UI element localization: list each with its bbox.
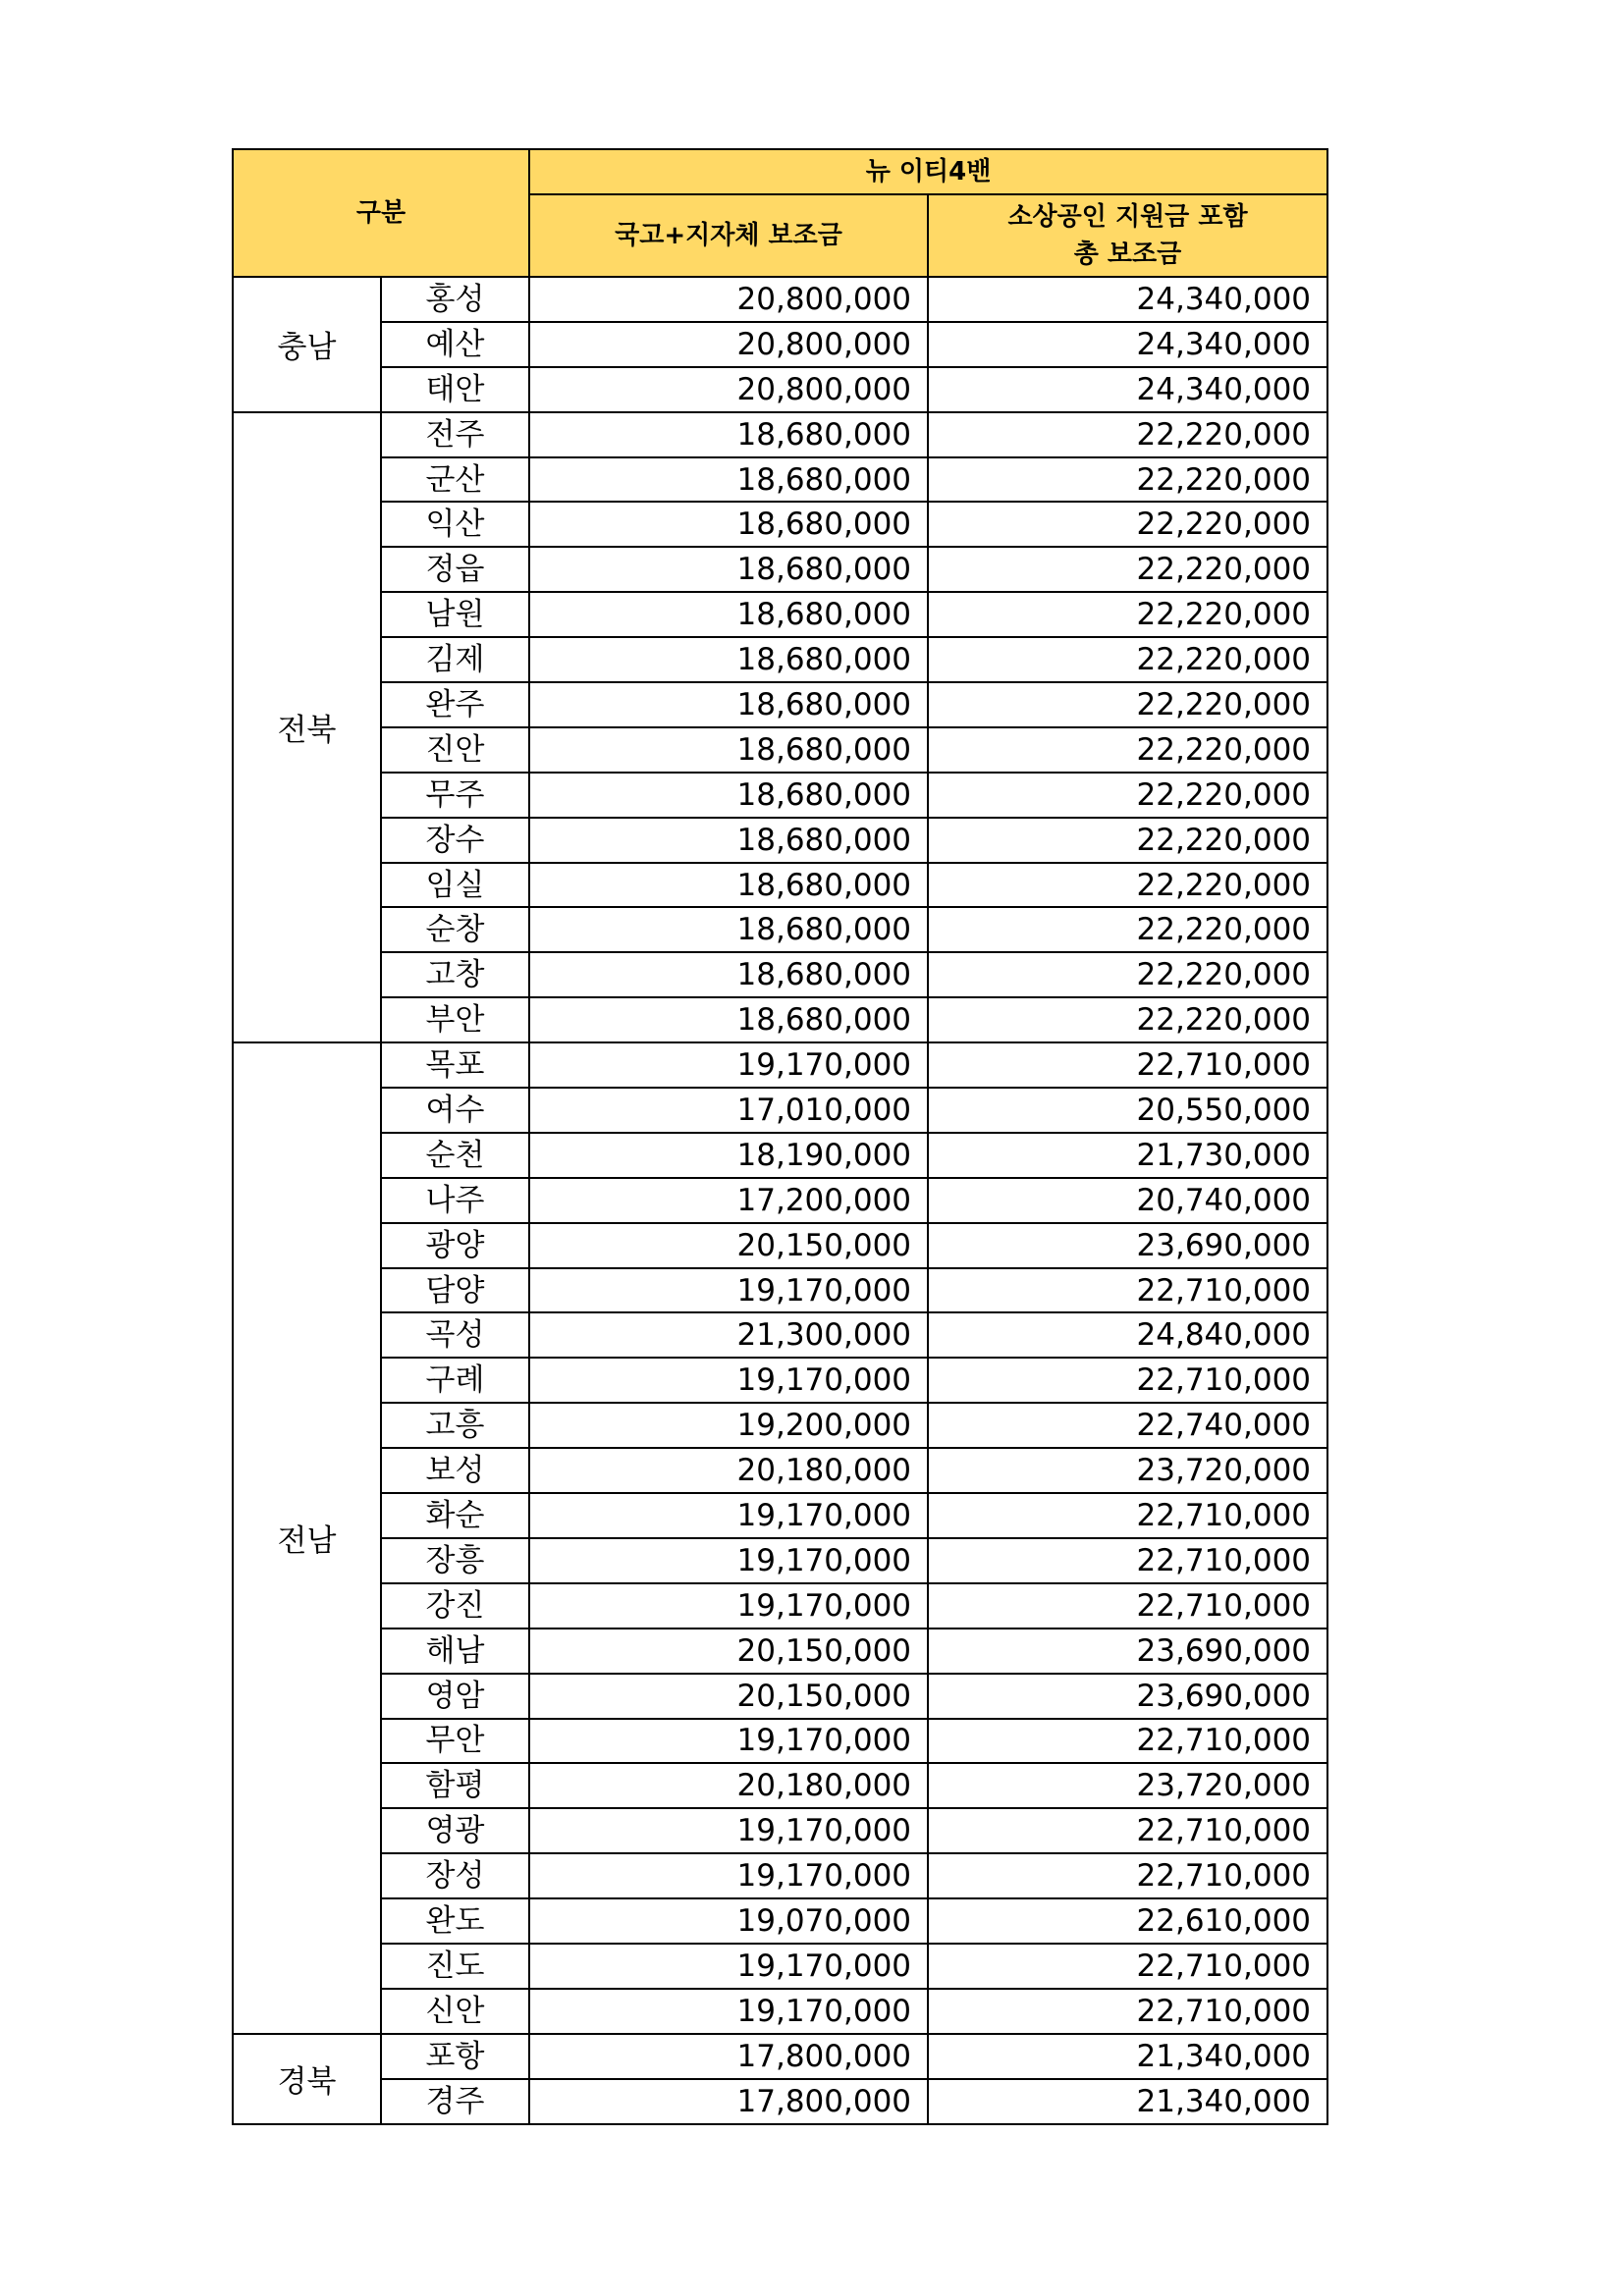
city-cell: 함평 [381, 1763, 529, 1808]
total-subsidy-cell: 22,220,000 [928, 457, 1327, 503]
base-subsidy-header: 국고+지자체 보조금 [529, 194, 928, 277]
city-cell: 포항 [381, 2034, 529, 2079]
city-cell: 장흥 [381, 1538, 529, 1583]
base-subsidy-cell: 18,680,000 [529, 952, 928, 997]
table-row [233, 1674, 1327, 1719]
total-subsidy-cell: 22,710,000 [928, 1268, 1327, 1313]
city-cell: 순창 [381, 907, 529, 952]
total-subsidy-cell: 22,220,000 [928, 997, 1327, 1042]
city-cell: 곡성 [381, 1312, 529, 1358]
base-subsidy-cell: 19,170,000 [529, 1042, 928, 1088]
total-subsidy-cell: 22,220,000 [928, 907, 1327, 952]
total-subsidy-cell: 22,710,000 [928, 1944, 1327, 1989]
total-subsidy-cell: 22,220,000 [928, 727, 1327, 773]
table-row [233, 1088, 1327, 1133]
base-subsidy-cell: 17,010,000 [529, 1088, 928, 1133]
table-row [233, 727, 1327, 773]
total-subsidy-cell: 20,740,000 [928, 1178, 1327, 1223]
base-subsidy-cell: 18,680,000 [529, 637, 928, 682]
city-cell: 광양 [381, 1223, 529, 1268]
total-subsidy-cell: 24,340,000 [928, 322, 1327, 367]
total-subsidy-cell: 22,710,000 [928, 1042, 1327, 1088]
total-subsidy-cell: 22,220,000 [928, 773, 1327, 818]
table-row [233, 2034, 1327, 2079]
city-cell: 완주 [381, 682, 529, 727]
base-subsidy-cell: 19,170,000 [529, 1719, 928, 1764]
table-row [233, 637, 1327, 682]
base-subsidy-cell: 18,680,000 [529, 502, 928, 547]
total-subsidy-cell: 22,220,000 [928, 863, 1327, 908]
table-row [233, 1178, 1327, 1223]
table-row [233, 863, 1327, 908]
city-cell: 나주 [381, 1178, 529, 1223]
table-row [233, 1763, 1327, 1808]
base-subsidy-cell: 19,070,000 [529, 1898, 928, 1944]
city-cell: 담양 [381, 1268, 529, 1313]
total-subsidy-cell: 21,340,000 [928, 2034, 1327, 2079]
base-subsidy-cell: 19,170,000 [529, 1538, 928, 1583]
base-subsidy-cell: 19,170,000 [529, 1268, 928, 1313]
table-row [233, 322, 1327, 367]
total-subsidy-cell: 22,610,000 [928, 1898, 1327, 1944]
table-row [233, 1944, 1327, 1989]
city-cell: 고창 [381, 952, 529, 997]
total-subsidy-cell: 22,220,000 [928, 412, 1327, 457]
city-cell: 구례 [381, 1358, 529, 1403]
table-row [233, 547, 1327, 592]
table-row [233, 1853, 1327, 1898]
table-row [233, 1898, 1327, 1944]
table-row [233, 907, 1327, 952]
total-subsidy-cell: 22,710,000 [928, 1583, 1327, 1629]
base-subsidy-cell: 19,170,000 [529, 1944, 928, 1989]
table-row [233, 502, 1327, 547]
base-subsidy-cell: 19,170,000 [529, 1989, 928, 2034]
table-row [233, 457, 1327, 503]
base-subsidy-cell: 18,680,000 [529, 412, 928, 457]
table-row [233, 277, 1327, 322]
table-row [233, 1989, 1327, 2034]
base-subsidy-cell: 19,170,000 [529, 1493, 928, 1538]
total-subsidy-cell: 22,740,000 [928, 1403, 1327, 1448]
total-subsidy-cell: 22,710,000 [928, 1719, 1327, 1764]
city-cell: 영암 [381, 1674, 529, 1719]
base-subsidy-cell: 18,680,000 [529, 592, 928, 637]
city-cell: 임실 [381, 863, 529, 908]
model-header: 뉴 이티4밴 [529, 149, 1327, 194]
city-cell: 화순 [381, 1493, 529, 1538]
base-subsidy-cell: 18,680,000 [529, 997, 928, 1042]
city-cell: 부안 [381, 997, 529, 1042]
base-subsidy-cell: 18,680,000 [529, 863, 928, 908]
base-subsidy-cell: 20,180,000 [529, 1763, 928, 1808]
base-subsidy-cell: 21,300,000 [529, 1312, 928, 1358]
table-row [233, 1583, 1327, 1629]
region-cell: 충남 [233, 277, 381, 412]
total-subsidy-cell: 22,220,000 [928, 592, 1327, 637]
total-subsidy-cell: 22,710,000 [928, 1989, 1327, 2034]
city-cell: 예산 [381, 322, 529, 367]
city-cell: 익산 [381, 502, 529, 547]
city-cell: 목포 [381, 1042, 529, 1088]
total-subsidy-cell: 24,840,000 [928, 1312, 1327, 1358]
total-subsidy-cell: 22,220,000 [928, 637, 1327, 682]
total-subsidy-cell: 21,340,000 [928, 2079, 1327, 2124]
city-cell: 해남 [381, 1629, 529, 1674]
table-row [233, 412, 1327, 457]
category-header: 구분 [233, 149, 529, 277]
table-row [233, 773, 1327, 818]
city-cell: 완도 [381, 1898, 529, 1944]
base-subsidy-cell: 20,800,000 [529, 367, 928, 412]
city-cell: 순천 [381, 1133, 529, 1178]
total-subsidy-cell: 23,690,000 [928, 1674, 1327, 1719]
table-row [233, 1808, 1327, 1853]
base-subsidy-cell: 17,800,000 [529, 2034, 928, 2079]
total-subsidy-cell: 22,220,000 [928, 682, 1327, 727]
base-subsidy-cell: 18,680,000 [529, 907, 928, 952]
total-subsidy-header-line1: 소상공인 지원금 포함 [1007, 202, 1248, 232]
base-subsidy-cell: 18,680,000 [529, 773, 928, 818]
city-cell: 영광 [381, 1808, 529, 1853]
city-cell: 김제 [381, 637, 529, 682]
total-subsidy-cell: 23,690,000 [928, 1223, 1327, 1268]
base-subsidy-cell: 18,680,000 [529, 457, 928, 503]
city-cell: 정읍 [381, 547, 529, 592]
table-row [233, 1312, 1327, 1358]
total-subsidy-header [928, 194, 1327, 277]
total-subsidy-cell: 22,710,000 [928, 1358, 1327, 1403]
region-cell: 전북 [233, 412, 381, 1042]
total-subsidy-cell: 22,710,000 [928, 1493, 1327, 1538]
city-cell: 무안 [381, 1719, 529, 1764]
city-cell: 진안 [381, 727, 529, 773]
total-subsidy-header-line2: 총 보조금 [1073, 240, 1182, 269]
base-subsidy-cell: 19,200,000 [529, 1403, 928, 1448]
table-row [233, 997, 1327, 1042]
city-cell: 장성 [381, 1853, 529, 1898]
table-row [233, 1268, 1327, 1313]
city-cell: 강진 [381, 1583, 529, 1629]
table-row [233, 952, 1327, 997]
base-subsidy-cell: 20,150,000 [529, 1674, 928, 1719]
table-row [233, 592, 1327, 637]
table-row [233, 1538, 1327, 1583]
total-subsidy-cell: 23,720,000 [928, 1448, 1327, 1493]
total-subsidy-cell: 22,220,000 [928, 547, 1327, 592]
base-subsidy-cell: 20,150,000 [529, 1223, 928, 1268]
base-subsidy-cell: 18,680,000 [529, 547, 928, 592]
region-cell: 경북 [233, 2034, 381, 2124]
base-subsidy-cell: 20,150,000 [529, 1629, 928, 1674]
base-subsidy-cell: 18,680,000 [529, 682, 928, 727]
table-row [233, 1448, 1327, 1493]
table-row [233, 1719, 1327, 1764]
total-subsidy-cell: 22,220,000 [928, 818, 1327, 863]
base-subsidy-cell: 20,800,000 [529, 277, 928, 322]
table-row [233, 682, 1327, 727]
city-cell: 무주 [381, 773, 529, 818]
table-header [233, 149, 1327, 277]
city-cell: 고흥 [381, 1403, 529, 1448]
city-cell: 태안 [381, 367, 529, 412]
city-cell: 여수 [381, 1088, 529, 1133]
table-body [233, 277, 1327, 2124]
total-subsidy-cell: 23,720,000 [928, 1763, 1327, 1808]
city-cell: 진도 [381, 1944, 529, 1989]
base-subsidy-cell: 20,800,000 [529, 322, 928, 367]
total-subsidy-cell: 22,710,000 [928, 1853, 1327, 1898]
table-row [233, 1629, 1327, 1674]
total-subsidy-cell: 22,710,000 [928, 1808, 1327, 1853]
total-subsidy-cell: 24,340,000 [928, 277, 1327, 322]
total-subsidy-cell: 24,340,000 [928, 367, 1327, 412]
table-row [233, 1358, 1327, 1403]
total-subsidy-cell: 22,220,000 [928, 952, 1327, 997]
total-subsidy-cell: 20,550,000 [928, 1088, 1327, 1133]
base-subsidy-cell: 19,170,000 [529, 1358, 928, 1403]
base-subsidy-cell: 17,200,000 [529, 1178, 928, 1223]
table-row [233, 1223, 1327, 1268]
table-row [233, 1133, 1327, 1178]
city-cell: 장수 [381, 818, 529, 863]
base-subsidy-cell: 19,170,000 [529, 1808, 928, 1853]
city-cell: 남원 [381, 592, 529, 637]
total-subsidy-cell: 23,690,000 [928, 1629, 1327, 1674]
table-row [233, 1403, 1327, 1448]
base-subsidy-cell: 17,800,000 [529, 2079, 928, 2124]
total-subsidy-cell: 21,730,000 [928, 1133, 1327, 1178]
table-row [233, 818, 1327, 863]
total-subsidy-cell: 22,220,000 [928, 502, 1327, 547]
table-row [233, 2079, 1327, 2124]
table-row [233, 1042, 1327, 1088]
city-cell: 경주 [381, 2079, 529, 2124]
base-subsidy-cell: 20,180,000 [529, 1448, 928, 1493]
subsidy-table [232, 148, 1328, 2125]
base-subsidy-cell: 18,190,000 [529, 1133, 928, 1178]
city-cell: 보성 [381, 1448, 529, 1493]
base-subsidy-cell: 19,170,000 [529, 1583, 928, 1629]
city-cell: 홍성 [381, 277, 529, 322]
city-cell: 전주 [381, 412, 529, 457]
base-subsidy-cell: 19,170,000 [529, 1853, 928, 1898]
table-row [233, 367, 1327, 412]
base-subsidy-cell: 18,680,000 [529, 818, 928, 863]
table-row [233, 1493, 1327, 1538]
region-cell: 전남 [233, 1042, 381, 2034]
total-subsidy-cell: 22,710,000 [928, 1538, 1327, 1583]
city-cell: 군산 [381, 457, 529, 503]
base-subsidy-cell: 18,680,000 [529, 727, 928, 773]
city-cell: 신안 [381, 1989, 529, 2034]
